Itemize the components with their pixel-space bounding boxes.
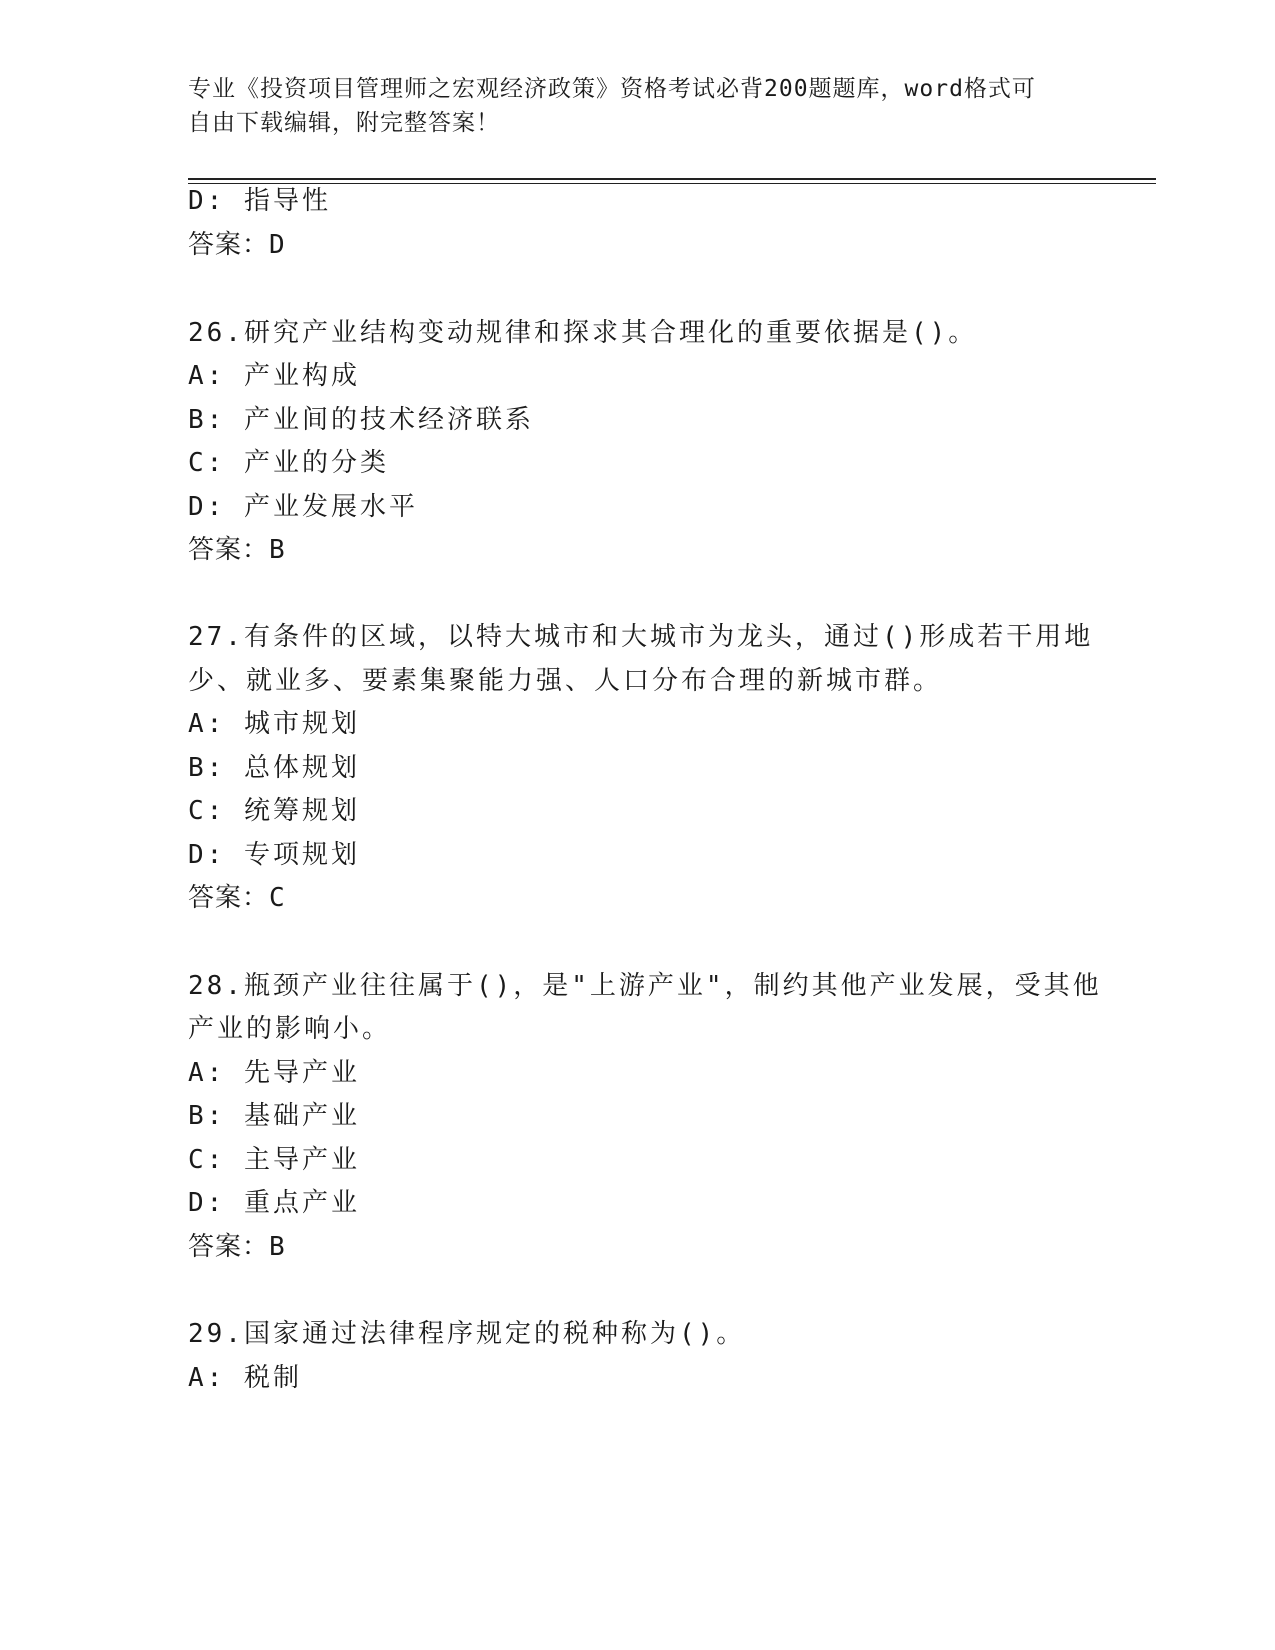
q26-answer — [188, 533, 286, 567]
q26-option-d: D: 产业发展水平 — [188, 492, 418, 522]
header-divider-thin — [188, 183, 1156, 184]
answer-value: B — [269, 535, 286, 565]
q26-option-a: A: 产业构成 — [188, 361, 360, 391]
q27-option-a: A: 城市规划 — [188, 709, 360, 739]
q26-option-b: B: 产业间的技术经济联系 — [188, 405, 534, 435]
q27-stem-line-2: 少、就业多、要素集聚能力强、人口分布合理的新城市群。 — [188, 666, 943, 696]
page-header — [188, 72, 1088, 140]
q27-option-d: D: 专项规划 — [188, 840, 360, 870]
header-line-1: 专业《投资项目管理师之宏观经济政策》资格考试必背200题题库，word格式可 — [188, 76, 1036, 102]
answer-value: B — [269, 1232, 286, 1262]
answer-label: 答案： — [188, 535, 270, 565]
answer-label: 答案： — [188, 883, 270, 913]
header-line-2: 自由下载编辑，附完整答案！ — [188, 110, 500, 136]
prev-option-d: D: 指导性 — [188, 186, 331, 216]
q28-option-d: D: 重点产业 — [188, 1188, 360, 1218]
q28-option-c: C: 主导产业 — [188, 1145, 360, 1175]
q27-option-c: C: 统筹规划 — [188, 796, 360, 826]
answer-value: D — [269, 230, 286, 260]
q28-option-b: B: 基础产业 — [188, 1101, 360, 1131]
q27-answer — [188, 881, 286, 915]
q28-option-a: A: 先导产业 — [188, 1058, 360, 1088]
q28-answer — [188, 1230, 286, 1264]
prev-answer — [188, 228, 286, 262]
q28-stem-line-1: 28.瓶颈产业往往属于()，是"上游产业"，制约其他产业发展，受其他 — [188, 971, 1102, 1001]
answer-label: 答案： — [188, 1232, 270, 1262]
q28-stem-line-2: 产业的影响小。 — [188, 1014, 392, 1044]
q26-stem: 26.研究产业结构变动规律和探求其合理化的重要依据是()。 — [188, 318, 978, 348]
q27-stem-line-1: 27.有条件的区域，以特大城市和大城市为龙头，通过()形成若干用地 — [188, 622, 1094, 652]
q29-option-a: A: 税制 — [188, 1363, 302, 1393]
answer-value: C — [269, 883, 286, 913]
q29-stem: 29.国家通过法律程序规定的税种称为()。 — [188, 1319, 746, 1349]
answer-label: 答案： — [188, 230, 270, 260]
q27-option-b: B: 总体规划 — [188, 753, 360, 783]
header-divider-thick — [188, 178, 1156, 180]
q26-option-c: C: 产业的分类 — [188, 448, 389, 478]
